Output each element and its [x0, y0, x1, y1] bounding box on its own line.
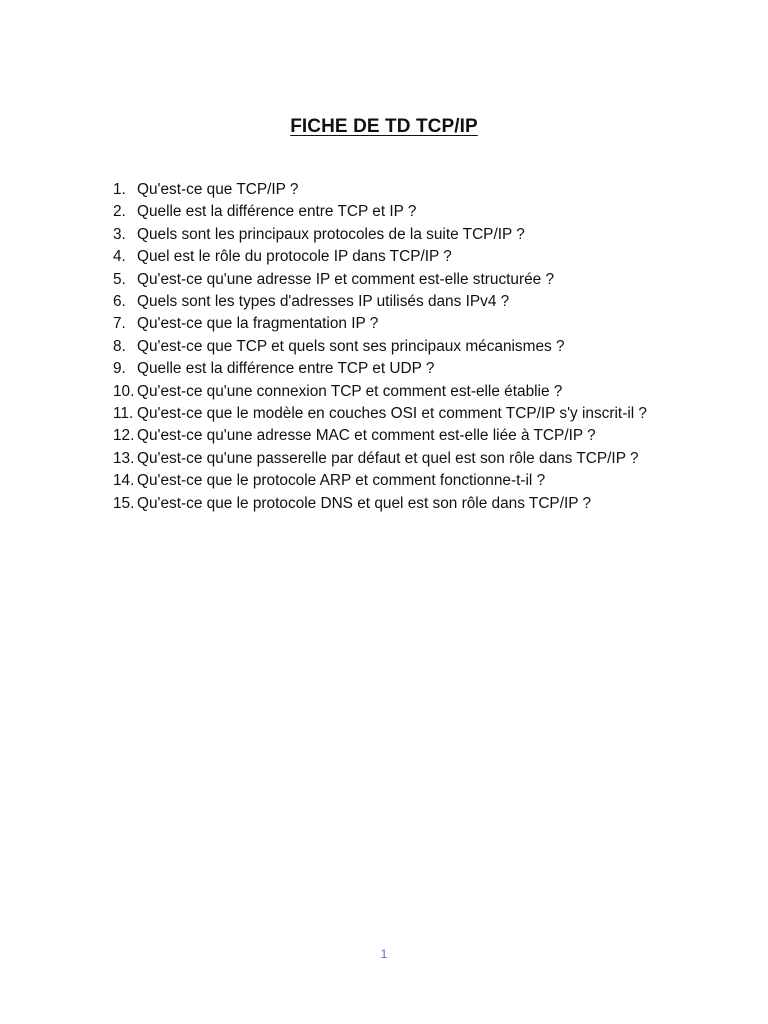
question-number: 10. — [113, 382, 135, 400]
question-text: Quel est le rôle du protocole IP dans TCP/IP ? — [137, 248, 452, 266]
list-item — [113, 291, 693, 313]
question-number: 8. — [113, 337, 126, 355]
question-number: 1. — [113, 181, 126, 198]
question-text: Quelle est la différence entre TCP et UDP ? — [137, 360, 435, 378]
question-number: 2. — [113, 203, 126, 221]
list-item — [113, 313, 693, 335]
question-text: Qu'est-ce qu'une adresse MAC et comment est-elle liée à TCP/IP ? — [137, 427, 596, 445]
question-number: 12. — [113, 427, 135, 445]
question-text: Qu'est-ce que TCP et quels sont ses principaux mécanismes ? — [137, 337, 565, 355]
question-text: Qu'est-ce qu'une passerelle par défaut et quel est son rôle dans TCP/IP ? — [137, 449, 639, 467]
list-item — [113, 358, 693, 380]
question-number: 7. — [113, 315, 126, 333]
question-number: 6. — [113, 293, 126, 311]
list-item — [113, 179, 693, 201]
question-text: Qu'est-ce qu'une connexion TCP et comment est-elle établie ? — [137, 382, 563, 400]
question-text: Quelle est la différence entre TCP et IP ? — [137, 203, 417, 221]
list-item — [113, 403, 693, 425]
list-item — [113, 201, 693, 223]
question-number: 9. — [113, 360, 126, 378]
question-number: 3. — [113, 225, 126, 243]
question-text: Quels sont les types d'adresses IP utilisés dans IPv4 ? — [137, 293, 510, 311]
question-text: Quels sont les principaux protocoles de la suite TCP/IP ? — [137, 225, 525, 243]
question-number: 15. — [113, 494, 135, 512]
list-item — [113, 246, 693, 268]
question-number: 5. — [113, 270, 126, 288]
list-item — [113, 336, 693, 358]
list-item — [113, 425, 693, 447]
question-text: Qu'est-ce qu'une adresse IP et comment est-elle structurée ? — [137, 270, 555, 288]
question-number: 4. — [113, 248, 126, 266]
list-item — [113, 224, 693, 246]
question-text: Qu'est-ce que TCP/IP ? — [137, 181, 299, 198]
question-number: 13. — [113, 449, 135, 467]
list-item — [113, 493, 693, 515]
question-text: Qu'est-ce que le protocole ARP et comment fonctionne-t-il ? — [137, 472, 546, 490]
question-text: Qu'est-ce que la fragmentation IP ? — [137, 315, 379, 333]
document-title: FICHE DE TD TCP/IP — [290, 116, 478, 137]
question-text: Qu'est-ce que le protocole DNS et quel est son rôle dans TCP/IP ? — [137, 494, 592, 512]
question-number: 11. — [113, 405, 134, 423]
question-text: Qu'est-ce que le modèle en couches OSI et comment TCP/IP s'y inscrit-il ? — [137, 405, 647, 423]
list-item — [113, 269, 693, 291]
list-item — [113, 448, 693, 470]
question-list — [113, 179, 693, 515]
list-item — [113, 470, 693, 492]
page-number: 1 — [380, 947, 388, 961]
list-item — [113, 381, 693, 403]
question-number: 14. — [113, 472, 135, 490]
